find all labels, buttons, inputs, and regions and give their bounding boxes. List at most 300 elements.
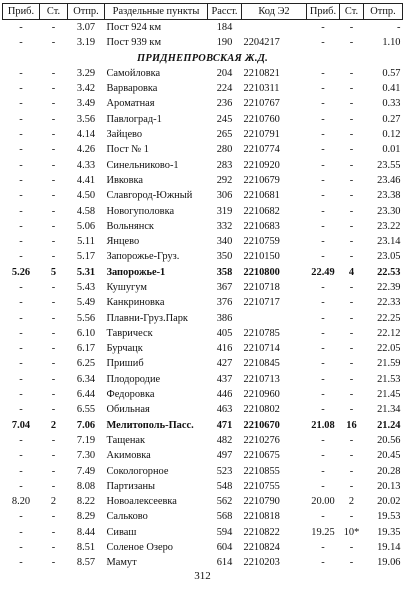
header-departure-1: Отпр. [68,4,105,20]
cell-arrival-1: - [19,465,23,477]
cell-departure-2: 21.53 [377,373,401,385]
cell-arrival-2: 22.49 [311,266,335,278]
cell-distance: 386 [216,312,233,324]
cell-stop-1: - [51,190,56,202]
table-row [3,296,403,311]
cell-stop-2: - [349,159,354,171]
table-row [3,158,403,173]
cell-distance: 437 [216,373,233,385]
cell-station-code: 2210821 [243,67,280,79]
cell-distance: 190 [216,37,233,49]
table-row [3,250,403,265]
cell-distance: 548 [216,480,233,492]
cell-arrival-2: - [321,358,325,370]
cell-departure-1: 8.57 [76,557,96,569]
cell-stop-1: - [51,21,56,33]
cell-stop-1: - [51,98,56,110]
cell-distance: 340 [216,236,233,248]
cell-arrival-2: 21.08 [311,419,335,431]
cell-departure-1: 7.49 [76,465,96,477]
cell-distance: 367 [216,281,233,293]
table-row [3,495,403,510]
cell-stop-2: - [349,205,354,217]
cell-arrival-1: - [19,557,23,569]
cell-station-code: 2210767 [243,98,280,110]
cell-distance: 562 [216,496,233,508]
cell-arrival-2: - [321,37,325,49]
cell-departure-1: 3.07 [76,21,96,33]
header-arrival-2: Приб. [307,4,340,20]
cell-station-code: 2210791 [243,129,280,141]
cell-stop-2: 4 [348,266,355,278]
cell-stop-1: 2 [50,419,57,431]
cell-station-code: 2210802 [243,404,280,416]
cell-station-code: 2204217 [243,37,280,49]
cell-arrival-1: - [19,144,23,156]
cell-arrival-1: - [19,358,23,370]
cell-stop-1: - [51,434,56,446]
cell-station-name: Новоалексеевка [106,496,177,508]
cell-arrival-2: - [321,450,325,462]
cell-station-code: 2210311 [243,83,280,95]
header-stop-1: Ст. [40,4,68,20]
cell-arrival-1: - [19,343,23,355]
table-body [3,20,403,571]
cell-arrival-2: - [321,389,325,401]
cell-departure-1: 5.43 [76,281,96,293]
section-row [3,51,403,66]
cell-arrival-2: - [321,404,325,416]
cell-station-code: 2210845 [243,358,280,370]
cell-distance: 292 [216,174,233,186]
cell-station-code: 2210960 [243,389,280,401]
cell-stop-2: - [349,281,354,293]
cell-departure-1: 3.19 [76,37,96,49]
table-row [3,403,403,418]
cell-stop-1: - [51,129,56,141]
cell-stop-1: - [51,450,56,462]
cell-station-name: Мелитополь-Пасс. [106,419,194,431]
cell-arrival-2: - [321,129,325,141]
cell-departure-2: 22.05 [377,343,401,355]
cell-arrival-2: - [321,251,325,263]
cell-arrival-1: - [19,236,23,248]
cell-arrival-2: 19.25 [311,526,335,538]
cell-distance: 523 [216,465,233,477]
cell-distance: 319 [216,205,233,217]
cell-departure-2: 0.12 [382,129,401,141]
table-row [3,418,403,433]
cell-distance: 306 [216,190,233,202]
cell-arrival-1: - [19,129,23,141]
cell-arrival-2: - [321,21,325,33]
cell-departure-2: 23.55 [377,159,401,171]
cell-stop-1: - [51,251,56,263]
table-row [3,357,403,372]
cell-station-name: Сиваш [106,526,137,538]
cell-stop-2: - [349,327,354,339]
cell-arrival-1: - [19,83,23,95]
cell-station-name: Зайцево [106,129,143,141]
cell-station-code: 2210683 [243,220,280,232]
cell-stop-2: - [349,511,354,523]
cell-station-name: Павлоград-1 [106,113,162,125]
cell-departure-2: 23.46 [377,174,401,186]
cell-departure-2: 20.28 [377,465,401,477]
header-row [3,4,403,20]
cell-departure-2: 23.22 [377,220,401,232]
cell-departure-2: 22.12 [377,327,401,339]
cell-distance: 350 [216,251,233,263]
cell-stop-2: 16 [346,419,357,431]
cell-departure-1: 8.44 [76,526,96,538]
cell-stop-1: - [51,312,56,324]
cell-station-name: Ароматная [106,98,155,110]
cell-departure-2: 20.02 [377,496,401,508]
cell-arrival-2: - [321,465,325,477]
cell-stop-1: - [51,205,56,217]
cell-arrival-2: - [321,327,325,339]
cell-distance: 604 [216,542,233,554]
cell-departure-1: 3.42 [76,83,96,95]
table-row [3,143,403,158]
cell-station-code: 2210824 [243,542,280,554]
cell-station-code: 2210855 [243,465,280,477]
table-row [3,449,403,464]
cell-station-name: Кушугум [106,281,147,293]
cell-stop-1: - [51,297,56,309]
cell-stop-1: - [51,465,56,477]
cell-stop-2: - [349,542,354,554]
cell-arrival-1: - [19,113,23,125]
cell-distance: 358 [216,266,233,278]
cell-stop-2: - [349,190,354,202]
cell-departure-1: 6.34 [76,373,96,385]
cell-stop-1: - [51,526,56,538]
cell-departure-2: 22.53 [377,266,401,278]
cell-stop-1: - [51,542,56,554]
cell-stop-2: - [349,465,354,477]
cell-departure-2: 22.39 [377,281,401,293]
table-row [3,556,403,571]
cell-station-name: Вольнянск [106,220,154,232]
cell-departure-1: 5.56 [76,312,96,324]
cell-arrival-2: - [321,373,325,385]
cell-stop-2: - [349,404,354,416]
table-row [3,311,403,326]
cell-distance: 614 [216,557,233,569]
table-row [3,20,403,36]
cell-stop-2: - [349,144,354,156]
cell-station-name: Таврическ [106,327,153,339]
cell-stop-2: - [349,174,354,186]
cell-arrival-1: - [19,281,23,293]
cell-arrival-2: - [321,281,325,293]
cell-stop-2: - [349,450,354,462]
cell-distance: 376 [216,297,233,309]
cell-station-name: Запорожье-Груз. [106,251,180,263]
cell-arrival-1: - [19,404,23,416]
table-row [3,525,403,540]
cell-station-name: Ивковка [106,174,144,186]
cell-arrival-1: - [19,190,23,202]
cell-arrival-1: 8.20 [11,496,31,508]
cell-station-code: 2210276 [243,434,280,446]
cell-station-name: Варваровка [106,83,158,95]
cell-stop-2: - [349,251,354,263]
table-row [3,219,403,234]
cell-station-code: 2210822 [243,526,280,538]
cell-departure-1: 6.44 [76,389,96,401]
cell-departure-2: 0.57 [382,67,401,79]
cell-arrival-1: 5.26 [11,266,31,278]
cell-arrival-1: - [19,220,23,232]
cell-departure-1: 5.11 [77,236,95,248]
table-row [3,280,403,295]
cell-station-code: 2210920 [243,159,280,171]
cell-stop-2: - [349,389,354,401]
cell-arrival-2: - [321,297,325,309]
cell-stop-2: - [349,236,354,248]
cell-station-code: 2210718 [243,281,280,293]
cell-distance: 416 [216,343,233,355]
cell-stop-2: - [349,220,354,232]
cell-station-code: 2210713 [243,373,280,385]
cell-arrival-1: - [19,205,23,217]
table-row [3,173,403,188]
header-stations: Раздельные пункты [105,4,208,20]
cell-departure-1: 7.06 [76,419,96,431]
cell-departure-1: 5.17 [76,251,96,263]
cell-departure-1: 5.06 [76,220,96,232]
cell-departure-2: 22.25 [377,312,401,324]
cell-arrival-1: - [19,251,23,263]
cell-distance: 224 [216,83,233,95]
cell-arrival-1: - [19,297,23,309]
cell-departure-1: 7.19 [76,434,96,446]
cell-station-code: 2210679 [243,174,280,186]
header-arrival-1: Приб. [3,4,40,20]
cell-distance: 446 [216,389,233,401]
cell-station-code [242,311,307,326]
cell-stop-1: - [51,389,56,401]
cell-station-name: Акимовка [106,450,151,462]
cell-departure-2: 19.53 [377,511,401,523]
cell-arrival-2: - [321,159,325,171]
table-row [3,127,403,142]
cell-station-name: Сальково [106,511,148,523]
cell-arrival-1: - [19,389,23,401]
cell-departure-1: 3.29 [76,67,96,79]
cell-departure-2: 21.34 [377,404,401,416]
table-row [3,540,403,555]
cell-departure-1: 4.14 [76,129,96,141]
cell-stop-1: - [51,67,56,79]
cell-stop-1: - [51,83,56,95]
cell-stop-2: - [349,343,354,355]
cell-arrival-2: - [321,480,325,492]
cell-station-code: 2210717 [243,297,280,309]
cell-arrival-1: - [19,327,23,339]
cell-departure-1: 6.17 [76,343,96,355]
cell-station-code: 2210790 [243,496,280,508]
cell-departure-2: 19.06 [377,557,401,569]
cell-departure-1: 8.51 [76,542,96,554]
cell-station-name: Бурчацк [106,343,143,355]
table-row [3,342,403,357]
cell-departure-1: 4.26 [76,144,96,156]
cell-station-name: Пост № 1 [106,144,149,156]
cell-arrival-2: - [321,190,325,202]
cell-stop-2: - [349,129,354,141]
cell-stop-2: - [349,21,354,33]
cell-stop-1: - [51,220,56,232]
cell-station-name: Канкриновка [106,297,165,309]
cell-distance: 568 [216,511,233,523]
cell-arrival-2: - [321,144,325,156]
cell-station-name: Синельниково-1 [106,159,179,171]
cell-departure-1: 4.50 [76,190,96,202]
cell-arrival-2: - [321,205,325,217]
cell-station-code: 2210818 [243,511,280,523]
cell-arrival-2: - [321,343,325,355]
cell-stop-2: - [349,373,354,385]
cell-departure-2: 0.01 [382,144,401,156]
cell-stop-1: - [51,159,56,171]
cell-departure-2: 20.56 [377,434,401,446]
cell-departure-1: 6.55 [76,404,96,416]
cell-station-name: Пост 939 км [106,37,162,49]
cell-station-name: Обильная [106,404,150,416]
cell-stop-1: - [51,404,56,416]
cell-stop-2: - [349,98,354,110]
cell-stop-1: - [51,511,56,523]
cell-distance: 463 [216,404,233,416]
cell-arrival-1: - [19,542,23,554]
cell-stop-2: - [349,67,354,79]
cell-departure-2: - [397,21,401,33]
header-stop-2: Ст. [340,4,364,20]
cell-departure-1: 3.56 [76,113,96,125]
table-row [3,36,403,51]
cell-station-code: 2210755 [243,480,280,492]
cell-station-name: Тащенак [106,434,146,446]
cell-stop-1: - [51,37,56,49]
cell-station-name: Сокологорное [106,465,169,477]
cell-departure-1: 5.31 [76,266,96,278]
cell-stop-2: - [349,113,354,125]
cell-station-code: 2210675 [243,450,280,462]
cell-stop-2: - [349,358,354,370]
cell-arrival-2: - [321,511,325,523]
cell-distance: 497 [216,450,233,462]
cell-station-code: 2210759 [243,236,280,248]
cell-departure-2: 20.45 [377,450,401,462]
cell-stop-1: - [51,174,56,186]
cell-stop-1: - [51,144,56,156]
table-row [3,479,403,494]
cell-stop-1: - [51,343,56,355]
cell-arrival-2: - [321,434,325,446]
cell-distance: 594 [216,526,233,538]
cell-arrival-2: - [321,312,325,324]
cell-station-name: Федоровка [106,389,155,401]
table-row [3,265,403,280]
cell-station-code: 2210150 [243,251,280,263]
cell-stop-2: - [349,83,354,95]
table-row [3,510,403,525]
cell-departure-1: 4.58 [76,205,96,217]
cell-arrival-2: - [321,83,325,95]
cell-departure-1: 8.08 [76,480,96,492]
cell-arrival-2: - [321,174,325,186]
cell-stop-1: - [51,358,56,370]
cell-stop-1: - [51,236,56,248]
cell-arrival-1: - [19,98,23,110]
cell-stop-1: 2 [50,496,57,508]
cell-departure-2: 23.14 [377,236,401,248]
cell-station-code: 2210682 [243,205,280,217]
table-row [3,433,403,448]
cell-stop-1: - [51,327,56,339]
cell-distance: 405 [216,327,233,339]
cell-departure-2: 19.35 [377,526,401,538]
page-number: 312 [194,570,211,582]
section-title: ПРИДНЕПРОВСКАЯ Ж.Д. [136,52,269,64]
cell-station-code: 2210203 [243,557,280,569]
cell-departure-1: 4.33 [76,159,96,171]
cell-stop-2: - [349,312,354,324]
cell-departure-1: 7.30 [76,450,96,462]
cell-station-name: Плодородие [106,373,161,385]
cell-departure-2: 20.13 [377,480,401,492]
cell-stop-2: 2 [348,496,355,508]
cell-arrival-2: - [321,67,325,79]
cell-station-name: Партизаны [106,480,156,492]
cell-arrival-2: 20.00 [311,496,335,508]
cell-distance: 482 [216,434,233,446]
cell-distance: 184 [216,21,233,33]
cell-station-name: Запорожье-1 [106,266,166,278]
cell-arrival-1: - [19,37,23,49]
cell-arrival-1: - [19,159,23,171]
cell-station-code: 2210714 [243,343,280,355]
cell-station-name: Янцево [106,236,140,248]
table-row [3,189,403,204]
table-row [3,66,403,81]
cell-stop-2: - [349,557,354,569]
cell-station-name: Новогуполовка [106,205,175,217]
cell-arrival-1: - [19,434,23,446]
cell-station-name: Славгород-Южный [106,190,193,202]
cell-departure-1: 6.10 [76,327,96,339]
header-departure-2: Отпр. [364,4,403,20]
cell-departure-2: 23.38 [377,190,401,202]
cell-distance: 283 [216,159,233,171]
cell-arrival-1: - [19,21,23,33]
cell-arrival-1: - [19,312,23,324]
cell-stop-1: - [51,557,56,569]
table-header [3,4,403,20]
cell-stop-1: - [51,281,56,293]
cell-distance: 204 [216,67,233,79]
cell-arrival-1: 7.04 [11,419,31,431]
table-row [3,234,403,249]
cell-station-name: Пришиб [106,358,144,370]
cell-station-name: Пост 924 км [106,21,162,33]
cell-stop-2: 10* [343,526,360,538]
table-row [3,204,403,219]
